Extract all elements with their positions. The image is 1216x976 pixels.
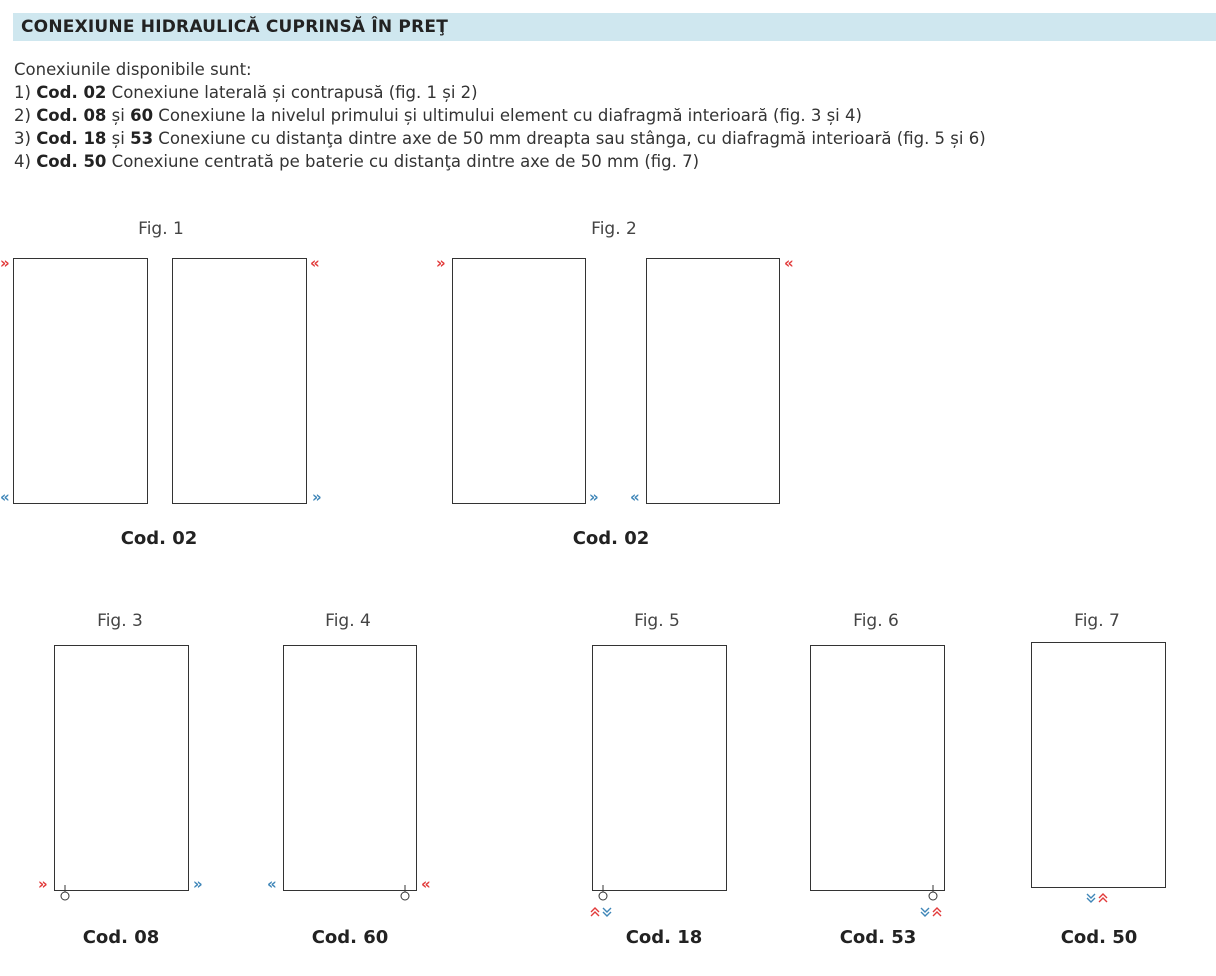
- fig-3-radiator: [54, 645, 189, 891]
- valve-icon: [598, 885, 608, 901]
- fig-7-radiator: [1031, 642, 1166, 888]
- fig-2-radiator-left: [452, 258, 586, 504]
- inlet-arrow-icon: «: [421, 875, 431, 893]
- fig-6-label: Fig. 6: [853, 611, 899, 631]
- outlet-arrow-icon: «: [267, 875, 277, 893]
- inlet-arrow-icon: »: [436, 254, 446, 272]
- section-header: [13, 13, 1216, 41]
- valve-icon: [928, 885, 938, 901]
- fig-6-radiator: [810, 645, 945, 891]
- item-code: Cod. 50: [36, 152, 107, 171]
- item-text: Conexiune centrată pe baterie cu distanţa dintre axe de 50 mm (fig. 7): [106, 152, 700, 171]
- item-number: 4): [14, 152, 31, 171]
- intro-heading: Conexiunile disponibile sunt:: [14, 60, 252, 79]
- item-code: Cod. 02: [36, 83, 107, 102]
- intro-item: [14, 127, 986, 150]
- fig-1-radiator-right: [172, 258, 307, 504]
- inlet-arrow-icon: »: [0, 254, 10, 272]
- item-code-2: 53: [130, 129, 154, 148]
- fig-6-code: Cod. 53: [839, 927, 917, 948]
- fig-5-label: Fig. 5: [634, 611, 680, 631]
- fig-3-label: Fig. 3: [97, 611, 143, 631]
- fig-5-radiator: [592, 645, 727, 891]
- item-code-2: 60: [130, 106, 154, 125]
- outlet-arrow-icon: «: [0, 488, 10, 506]
- item-text: Conexiune laterală și contrapusă (fig. 1 și 2): [106, 83, 478, 102]
- item-joiner: și: [106, 129, 131, 148]
- fig-4-label: Fig. 4: [325, 611, 371, 631]
- fig-1-label: Fig. 1: [138, 219, 184, 239]
- fig-1-code: Cod. 02: [120, 528, 198, 549]
- valve-icon: [400, 885, 410, 901]
- item-text: Conexiune cu distanţa dintre axe de 50 mm dreapta sau stânga, cu diafragmă interioară (fig. 5 și 6): [153, 129, 986, 148]
- item-code: Cod. 18: [36, 129, 107, 148]
- intro-text: [14, 58, 986, 173]
- fig-7-code: Cod. 50: [1060, 927, 1138, 948]
- item-number: 3): [14, 129, 31, 148]
- fig-4-code: Cod. 60: [311, 927, 389, 948]
- outlet-arrow-icon: »: [589, 488, 599, 506]
- item-code: Cod. 08: [36, 106, 107, 125]
- fig-1-radiator-left: [13, 258, 148, 504]
- intro-item: [14, 150, 986, 173]
- item-number: 2): [14, 106, 31, 125]
- fig-7-label: Fig. 7: [1074, 611, 1120, 631]
- inlet-arrow-icon: «: [784, 254, 794, 272]
- inlet-outlet-arrows-icon: [1086, 892, 1116, 904]
- outlet-arrow-icon: »: [193, 875, 203, 893]
- inlet-outlet-arrows-icon: [590, 906, 620, 918]
- fig-2-label: Fig. 2: [591, 219, 637, 239]
- fig-2-radiator-right: [646, 258, 780, 504]
- inlet-arrow-icon: «: [310, 254, 320, 272]
- valve-icon: [60, 885, 70, 901]
- inlet-outlet-arrows-icon: [920, 906, 950, 918]
- fig-5-code: Cod. 18: [625, 927, 703, 948]
- outlet-arrow-icon: »: [312, 488, 322, 506]
- item-number: 1): [14, 83, 31, 102]
- intro-item: [14, 104, 986, 127]
- item-joiner: și: [106, 106, 131, 125]
- fig-2-code: Cod. 02: [572, 528, 650, 549]
- item-text: Conexiune la nivelul primului și ultimului element cu diafragmă interioară (fig. 3 și 4): [153, 106, 862, 125]
- fig-4-radiator: [283, 645, 417, 891]
- fig-3-code: Cod. 08: [82, 927, 160, 948]
- section-title: CONEXIUNE HIDRAULICĂ CUPRINSĂ ÎN PREŢ: [21, 17, 448, 37]
- intro-item: [14, 81, 986, 104]
- inlet-arrow-icon: »: [38, 875, 48, 893]
- outlet-arrow-icon: «: [630, 488, 640, 506]
